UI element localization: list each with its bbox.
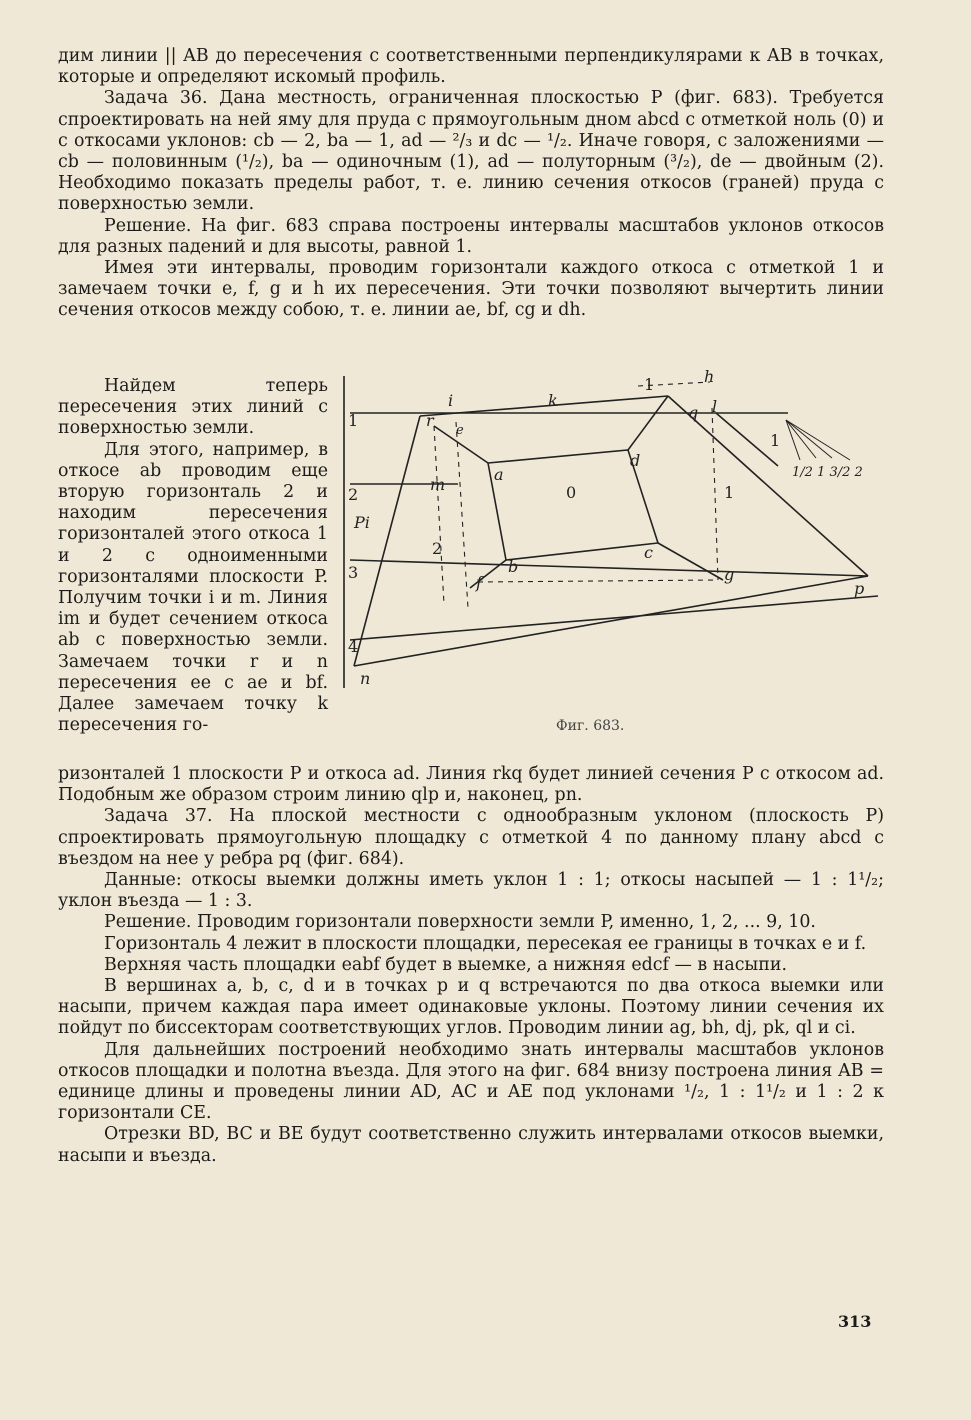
- label-two-a: 2: [348, 485, 359, 504]
- scale-tick-4: [786, 420, 850, 460]
- label-zero: 0: [566, 483, 577, 502]
- label-one-a: 1: [348, 411, 359, 430]
- line-pn-left: [354, 416, 420, 666]
- label-l: l: [712, 397, 718, 416]
- paragraph-vertices: В вершинах a, b, c, d и в точках p и q встречаются по два откоса выемки или насыпи, причем каждая пара имеет одинаковые уклоны. Поэтому линии сечения их пойдут по биссекторам соответствующих углов. Проводим линии ag, bh, dj, pk, ql и ci.: [58, 976, 884, 1039]
- top-text: [58, 46, 884, 322]
- page-number: 313: [838, 1312, 872, 1331]
- dashed-horizontal-1: [434, 426, 444, 604]
- bottom-text: [58, 764, 884, 1167]
- label-scale: 1/2 1 3/2 2: [792, 465, 863, 480]
- label-r: r: [426, 411, 434, 430]
- label-k: k: [548, 391, 558, 410]
- label-n: n: [360, 669, 371, 688]
- edge-dh: [628, 396, 668, 450]
- label-one-d: 1: [770, 431, 781, 450]
- label-d: d: [630, 451, 641, 470]
- paragraph-find-intersections: Найдем теперь пересечения этих линий с поверхностью земли.: [58, 376, 328, 439]
- label-a: a: [494, 465, 504, 484]
- label-one-b: 1: [644, 375, 655, 394]
- paragraph-upper-part: Верхняя часть площадки eabf будет в выемке, а нижняя edcf — в насыпи.: [104, 954, 787, 975]
- paragraph-segments: Отрезки BD, BC и BE будут соответственно служить интервалами откосов выемки, насыпи и въезда.: [58, 1124, 884, 1166]
- dashed-horizontal-2: [456, 422, 468, 608]
- line-qlp: [668, 396, 868, 576]
- paragraph-task-36: Задача 36. Дана местность, ограниченная плоскостью P (фиг. 683). Требуется спроектировать на ней яму для пруда с прямоугольным дном abcd с отметкой ноль (0) и с откосами уклонов: cb — 2, ba — 1, ad — ²/₃ и dc — ¹/₂. Иначе говоря, с заложениями — cb — половинным (¹/₂), ba — одиночным (1), ad — полуторным (³/₂), de — двойным (2). Необходимо показать пределы работ, т. е. линию сечения откосов (граней) пруда с поверхностью земли.: [58, 88, 884, 215]
- label-q: q: [688, 403, 699, 422]
- label-four: 4: [348, 637, 359, 656]
- label-m: m: [430, 475, 446, 494]
- line-pn: [354, 576, 868, 666]
- paragraph-continuation: ризонталей 1 плоскости P и откоса ad. Линия rkq будет линией сечения P с откосом ad. Подобным же образом строим линию qlp и, наконец, pn.: [58, 764, 884, 806]
- scale-tick-2: [786, 420, 816, 458]
- label-p: p: [854, 579, 865, 598]
- label-f: f: [476, 573, 482, 592]
- label-three: 3: [348, 563, 359, 582]
- label-g: g: [724, 565, 735, 584]
- dashed-bottom: [478, 580, 718, 582]
- label-e: e: [456, 423, 464, 438]
- paragraph-solution-36: Решение. На фиг. 683 справа построены интервалы масштабов уклонов откосов для разных падений и для высоты, равной 1.: [58, 215, 884, 257]
- label-h: h: [704, 368, 715, 386]
- paragraph-example: Для этого, например, в откосе ab проводим еще вторую горизонталь 2 и находим пересечения горизонталей этого откоса 1 и 2 с одноименными горизонталями плоскости P. Получим точки i и m. Линия im и будет сечением откоса ab с поверхностью земли. Замечаем точки r и n пересечения ее с ae и bf. Далее замечаем точку k пересечения го-: [58, 439, 328, 736]
- edge-cg: [658, 543, 723, 580]
- label-c: c: [644, 543, 653, 562]
- side-text: [58, 376, 328, 736]
- paragraph-horizontal-4: Горизонталь 4 лежит в плоскости площадки, пересекая ее границы в точках e и f.: [104, 933, 867, 954]
- figure-caption: Фиг. 683.: [556, 718, 625, 734]
- paragraph-task-37: Задача 37. На плоской местности с однообразным уклоном (плоскость P) спроектировать прямоугольную площадку с отметкой 4 по данному плану abcd с въездом на нее у ребра pq (фиг. 684).: [58, 806, 884, 869]
- dashed-horizontal-3: [712, 408, 718, 580]
- figure-683-drawing: [338, 368, 894, 728]
- horizontal-4: [350, 596, 878, 640]
- label-i: i: [448, 391, 454, 410]
- scale-line: [716, 413, 781, 466]
- paragraph-data: Данные: откосы выемки должны иметь уклон 1 : 1; откосы насыпей — 1 : 1¹/₂; уклон въезда — 1 : 3.: [58, 870, 884, 912]
- paragraph-solution-37: Решение. Проводим горизонтали поверхности земли P, именно, 1, 2, ... 9, 10.: [104, 912, 816, 933]
- horizontal-3: [350, 560, 868, 576]
- label-two-b: 2: [432, 539, 443, 558]
- paragraph-further: Для дальнейших построений необходимо знать интервалы масштабов уклонов откосов площадки и полотна въезда. Для этого на фиг. 684 внизу построена линия AB = единице длины и проведены линии AD, AC и AE под уклонами ¹/₂, 1 : 1¹/₂ и 1 : 2 к горизонтали CE.: [58, 1039, 884, 1124]
- label-one-c: 1: [724, 483, 735, 502]
- label-b: b: [508, 557, 519, 576]
- paragraph-intervals: Имея эти интервалы, проводим горизонтали каждого откоса с отметкой 1 и замечаем точки e, f, g и h их пересечения. Эти точки позволяют вычертить линии сечения откосов между собою, т. е. линии ae, bf, cg и dh.: [58, 258, 884, 321]
- label-Pi: Pi: [354, 513, 370, 532]
- figure-683: [338, 368, 894, 748]
- paragraph-1: дим линии || AB до пересечения с соответственными перпендикулярами к AB в точках, которые и определяют искомый профиль.: [58, 46, 884, 88]
